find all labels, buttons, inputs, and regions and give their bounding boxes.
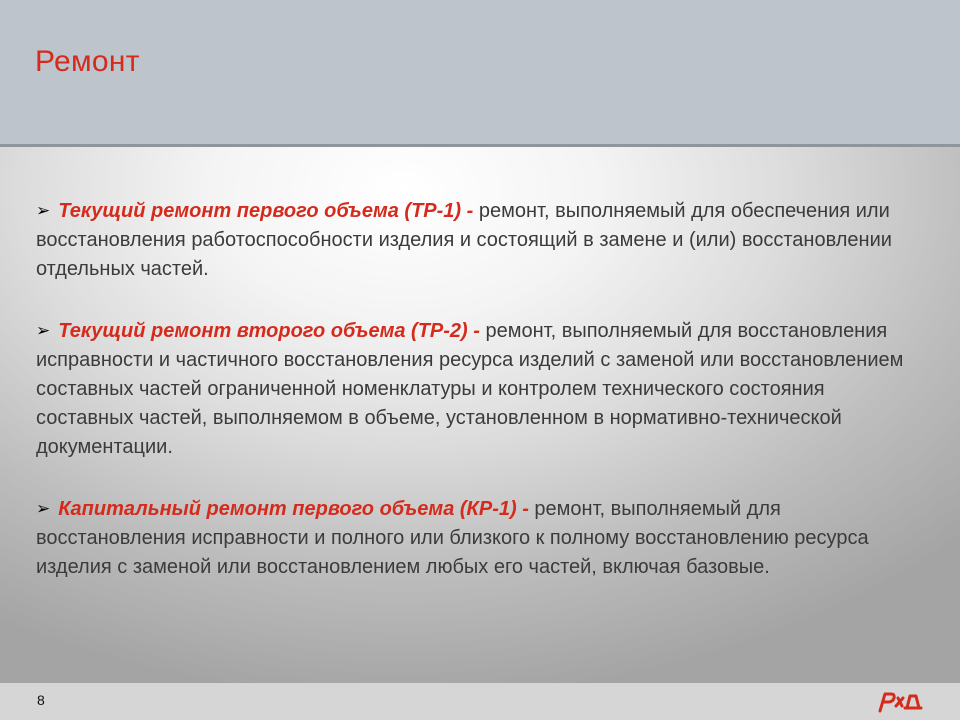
bullet-item-kr1 — [36, 495, 926, 582]
slide-footer — [0, 683, 960, 720]
bullet-term: Текущий ремонт второго объема (ТР-2) - — [58, 320, 480, 342]
arrow-bullet-icon: ➢ — [36, 201, 51, 220]
bullet-list — [36, 197, 926, 615]
bullet-term: Текущий ремонт первого объема (ТР-1) - — [58, 200, 474, 222]
slide-header — [0, 0, 960, 144]
page-number: 8 — [37, 692, 45, 708]
arrow-bullet-icon: ➢ — [36, 321, 51, 340]
bullet-item-tr2 — [36, 317, 926, 462]
arrow-bullet-icon: ➢ — [36, 499, 51, 518]
bullet-text: ремонт, выполняемый для восстановления исправности и полного или близкого к полному восстановлению ресурса изделия с заменой или восстановлением любых его частей, включая базовые. — [36, 498, 869, 578]
rzd-logo — [874, 690, 930, 714]
slide-title: Ремонт — [35, 45, 140, 78]
bullet-term: Капитальный ремонт первого объема (КР-1) - — [58, 498, 529, 520]
bullet-item-tr1 — [36, 197, 926, 284]
bullet-text: ремонт, выполняемый для обеспечения или восстановления работоспособности изделия и состоящий в замене и (или) восстановлении отдельных частей. — [36, 200, 892, 280]
bullet-text: ремонт, выполняемый для восстановления исправности и частичного восстановления ресурса изделий с заменой или восстановлением составных частей ограниченной номенклатуры и контролем технического состояния составных частей, выполняемом в объеме, установленном в нормативно-технической документации. — [36, 320, 904, 458]
